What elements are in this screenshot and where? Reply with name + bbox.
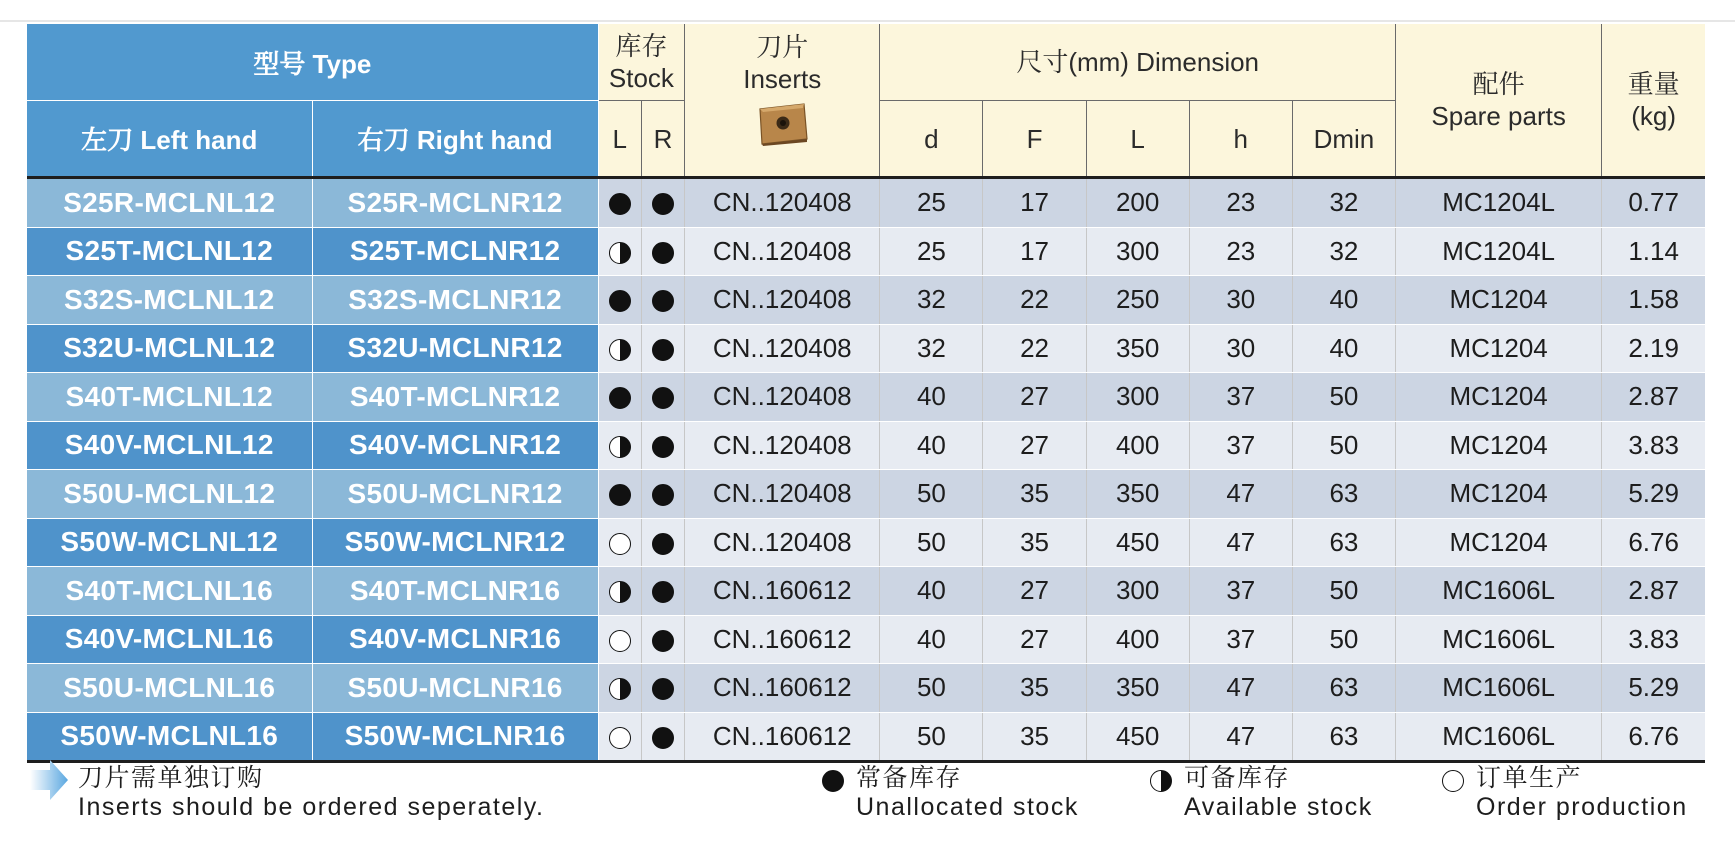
dim-d-cell: 40 [880, 567, 983, 616]
insert-code: CN..120408 [685, 518, 880, 567]
insert-note [78, 764, 544, 822]
dim-d-cell: 50 [880, 470, 983, 519]
stock-r-cell [641, 518, 684, 567]
dim-f-cell: 27 [983, 421, 1086, 470]
legend-unallocated [822, 764, 1079, 822]
insert-code: CN..120408 [685, 324, 880, 373]
weight-value: 3.83 [1602, 421, 1705, 470]
filled-circle-icon [652, 193, 674, 215]
dim-l-cell: 200 [1086, 178, 1189, 228]
dim-h-cell: 37 [1189, 373, 1292, 422]
spare-part: MC1204 [1396, 421, 1602, 470]
left-hand-model: S40T-MCLNL12 [27, 373, 312, 422]
dim-h-cell: 47 [1189, 518, 1292, 567]
dim-d-cell: 50 [880, 712, 983, 762]
insert-code: CN..120408 [685, 178, 880, 228]
table-row [27, 518, 1705, 567]
dim-dmin-cell: 50 [1292, 373, 1395, 422]
weight-value: 5.29 [1602, 664, 1705, 713]
dim-h-cell: 30 [1189, 276, 1292, 325]
filled-circle-icon [609, 484, 631, 506]
arrow-right-icon [30, 758, 70, 802]
spare-part: MC1606L [1396, 712, 1602, 762]
dim-l-cell: 400 [1086, 421, 1189, 470]
legend-unallocated-en: Unallocated stock [856, 793, 1079, 821]
half-filled-circle-icon [609, 242, 631, 264]
stock-l-cell [598, 567, 641, 616]
top-divider [0, 20, 1735, 22]
spare-part: MC1204L [1396, 227, 1602, 276]
table-row [27, 421, 1705, 470]
spare-part: MC1204L [1396, 178, 1602, 228]
filled-circle-icon [652, 581, 674, 603]
insert-code: CN..160612 [685, 567, 880, 616]
insert-code: CN..160612 [685, 615, 880, 664]
left-hand-header: 左刀 Left hand [27, 101, 312, 178]
dim-l-cell: 300 [1086, 567, 1189, 616]
half-filled-circle-icon [609, 581, 631, 603]
stock-l-header: L [598, 101, 641, 178]
weight-value: 0.77 [1602, 178, 1705, 228]
dim-dmin-cell: 50 [1292, 421, 1395, 470]
filled-circle-icon [652, 484, 674, 506]
dim-f-cell: 22 [983, 324, 1086, 373]
left-hand-model: S50U-MCLNL12 [27, 470, 312, 519]
spare-part: MC1204 [1396, 518, 1602, 567]
dim-f-header: F [983, 101, 1086, 178]
spare-part: MC1204 [1396, 276, 1602, 325]
dim-f-cell: 17 [983, 178, 1086, 228]
filled-circle-icon [652, 387, 674, 409]
left-hand-model: S50W-MCLNL16 [27, 712, 312, 762]
weight-value: 6.76 [1602, 712, 1705, 762]
stock-l-cell [598, 324, 641, 373]
right-hand-model: S32S-MCLNR12 [312, 276, 598, 325]
table-row [27, 470, 1705, 519]
weight-value: 3.83 [1602, 615, 1705, 664]
dim-dmin-cell: 50 [1292, 567, 1395, 616]
dim-l-cell: 300 [1086, 227, 1189, 276]
dim-f-cell: 35 [983, 712, 1086, 762]
dim-dmin-cell: 63 [1292, 470, 1395, 519]
dim-dmin-cell: 40 [1292, 276, 1395, 325]
dim-dmin-cell: 50 [1292, 615, 1395, 664]
spare-part: MC1606L [1396, 664, 1602, 713]
dim-l-cell: 450 [1086, 712, 1189, 762]
spare-parts-header [1396, 24, 1602, 178]
stock-r-cell [641, 567, 684, 616]
filled-circle-icon [609, 387, 631, 409]
type-header: 型号 Type [27, 24, 598, 101]
stock-header-cn: 库存 [615, 31, 668, 61]
stock-l-cell [598, 518, 641, 567]
dim-d-cell: 25 [880, 178, 983, 228]
stock-r-cell [641, 373, 684, 422]
dim-l-cell: 300 [1086, 373, 1189, 422]
dim-f-cell: 27 [983, 373, 1086, 422]
dim-l-cell: 400 [1086, 615, 1189, 664]
insert-code: CN..120408 [685, 421, 880, 470]
filled-circle-icon [822, 770, 844, 792]
weight-value: 1.58 [1602, 276, 1705, 325]
half-filled-circle-icon [609, 436, 631, 458]
legend-available [1150, 764, 1373, 822]
right-hand-model: S50W-MCLNR16 [312, 712, 598, 762]
insert-note-en: Inserts should be ordered seperately. [78, 793, 545, 821]
right-hand-model: S50W-MCLNR12 [312, 518, 598, 567]
dim-d-cell: 40 [880, 615, 983, 664]
weight-value: 5.29 [1602, 470, 1705, 519]
weight-value: 2.87 [1602, 567, 1705, 616]
weight-header-en: (kg) [1631, 101, 1677, 131]
right-hand-model: S40V-MCLNR12 [312, 421, 598, 470]
dim-l-cell: 350 [1086, 664, 1189, 713]
dim-l-cell: 450 [1086, 518, 1189, 567]
left-hand-model: S25T-MCLNL12 [27, 227, 312, 276]
stock-r-cell [641, 178, 684, 228]
left-hand-model: S32S-MCLNL12 [27, 276, 312, 325]
legend-unallocated-cn: 常备库存 [856, 764, 963, 792]
filled-circle-icon [652, 727, 674, 749]
legend-order-en: Order production [1476, 793, 1688, 821]
stock-r-cell [641, 615, 684, 664]
dim-dmin-cell: 32 [1292, 178, 1395, 228]
dim-d-cell: 32 [880, 276, 983, 325]
dim-l-cell: 250 [1086, 276, 1189, 325]
dim-h-cell: 23 [1189, 227, 1292, 276]
left-hand-model: S40V-MCLNL12 [27, 421, 312, 470]
left-hand-model: S32U-MCLNL12 [27, 324, 312, 373]
left-hand-model: S40T-MCLNL16 [27, 567, 312, 616]
dim-dmin-cell: 32 [1292, 227, 1395, 276]
empty-circle-icon [1442, 770, 1464, 792]
dim-f-cell: 35 [983, 470, 1086, 519]
inserts-header-en: Inserts [743, 64, 822, 94]
stock-header-en: Stock [608, 63, 674, 93]
left-hand-model: S25R-MCLNL12 [27, 178, 312, 228]
spare-part: MC1204 [1396, 324, 1602, 373]
dim-h-cell: 37 [1189, 567, 1292, 616]
filled-circle-icon [652, 436, 674, 458]
dim-f-cell: 35 [983, 664, 1086, 713]
dim-h-cell: 23 [1189, 178, 1292, 228]
legend-available-en: Available stock [1184, 793, 1373, 821]
spare-part: MC1606L [1396, 615, 1602, 664]
dim-f-cell: 22 [983, 276, 1086, 325]
dim-dmin-cell: 40 [1292, 324, 1395, 373]
dim-d-cell: 40 [880, 373, 983, 422]
right-hand-model: S25T-MCLNR12 [312, 227, 598, 276]
insert-note-cn: 刀片需单独订购 [78, 764, 264, 792]
left-hand-model: S50U-MCLNL16 [27, 664, 312, 713]
legend-order [1442, 764, 1688, 822]
left-hand-model: S40V-MCLNL16 [27, 615, 312, 664]
right-hand-model: S50U-MCLNR12 [312, 470, 598, 519]
half-filled-circle-icon [609, 339, 631, 361]
stock-r-cell [641, 276, 684, 325]
stock-l-cell [598, 421, 641, 470]
dim-d-header: d [880, 101, 983, 178]
dim-d-cell: 50 [880, 664, 983, 713]
right-hand-model: S40T-MCLNR12 [312, 373, 598, 422]
filled-circle-icon [652, 339, 674, 361]
weight-value: 2.19 [1602, 324, 1705, 373]
insert-code: CN..120408 [685, 227, 880, 276]
dim-l-header: L [1086, 101, 1189, 178]
spare-part: MC1204 [1396, 470, 1602, 519]
dim-h-cell: 30 [1189, 324, 1292, 373]
legend-available-cn: 可备库存 [1184, 764, 1291, 792]
stock-l-cell [598, 664, 641, 713]
weight-value: 1.14 [1602, 227, 1705, 276]
filled-circle-icon [652, 242, 674, 264]
table-body [27, 178, 1705, 762]
dim-h-cell: 37 [1189, 615, 1292, 664]
empty-circle-icon [609, 533, 631, 555]
spare-part: MC1204 [1396, 373, 1602, 422]
dim-d-cell: 40 [880, 421, 983, 470]
filled-circle-icon [652, 678, 674, 700]
insert-code: CN..160612 [685, 712, 880, 762]
right-hand-model: S50U-MCLNR16 [312, 664, 598, 713]
right-hand-header: 右刀 Right hand [312, 101, 598, 178]
tool-spec-table [27, 24, 1705, 763]
dim-h-cell: 47 [1189, 470, 1292, 519]
dim-f-cell: 17 [983, 227, 1086, 276]
filled-circle-icon [652, 290, 674, 312]
cnmg-insert-icon [754, 101, 810, 147]
right-hand-model: S25R-MCLNR12 [312, 178, 598, 228]
filled-circle-icon [609, 290, 631, 312]
right-hand-model: S32U-MCLNR12 [312, 324, 598, 373]
stock-r-cell [641, 227, 684, 276]
filled-circle-icon [652, 533, 674, 555]
stock-l-cell [598, 615, 641, 664]
dim-f-cell: 27 [983, 615, 1086, 664]
dim-h-cell: 47 [1189, 712, 1292, 762]
dimension-header: 尺寸(mm) Dimension [880, 24, 1396, 101]
table-row [27, 664, 1705, 713]
dim-h-cell: 37 [1189, 421, 1292, 470]
table-row [27, 227, 1705, 276]
left-hand-model: S50W-MCLNL12 [27, 518, 312, 567]
dim-d-cell: 32 [880, 324, 983, 373]
dim-f-cell: 27 [983, 567, 1086, 616]
stock-r-cell [641, 470, 684, 519]
stock-r-header: R [641, 101, 684, 178]
stock-header [598, 24, 685, 101]
spare-parts-header-cn: 配件 [1472, 69, 1525, 99]
table-row [27, 567, 1705, 616]
half-filled-circle-icon [1150, 770, 1172, 792]
dim-d-cell: 25 [880, 227, 983, 276]
dim-d-cell: 50 [880, 518, 983, 567]
spare-part: MC1606L [1396, 567, 1602, 616]
table-row [27, 276, 1705, 325]
table-row [27, 373, 1705, 422]
inserts-header [685, 24, 880, 178]
dim-h-header: h [1189, 101, 1292, 178]
stock-l-cell [598, 470, 641, 519]
filled-circle-icon [609, 193, 631, 215]
stock-l-cell [598, 712, 641, 762]
insert-code: CN..120408 [685, 373, 880, 422]
weight-value: 2.87 [1602, 373, 1705, 422]
right-hand-model: S40T-MCLNR16 [312, 567, 598, 616]
dim-dmin-header: Dmin [1292, 101, 1395, 178]
stock-l-cell [598, 276, 641, 325]
inserts-header-cn: 刀片 [756, 32, 809, 62]
dim-h-cell: 47 [1189, 664, 1292, 713]
stock-r-cell [641, 664, 684, 713]
legend-order-cn: 订单生产 [1476, 764, 1583, 792]
empty-circle-icon [609, 630, 631, 652]
dim-l-cell: 350 [1086, 324, 1189, 373]
table-row [27, 324, 1705, 373]
weight-header-cn: 重量 [1627, 69, 1680, 99]
dim-l-cell: 350 [1086, 470, 1189, 519]
table-row [27, 712, 1705, 762]
stock-r-cell [641, 324, 684, 373]
dim-dmin-cell: 63 [1292, 712, 1395, 762]
stock-l-cell [598, 373, 641, 422]
dim-dmin-cell: 63 [1292, 664, 1395, 713]
stock-r-cell [641, 712, 684, 762]
insert-code: CN..160612 [685, 664, 880, 713]
weight-header [1602, 24, 1705, 178]
dim-dmin-cell: 63 [1292, 518, 1395, 567]
table-row [27, 615, 1705, 664]
spare-parts-header-en: Spare parts [1431, 101, 1566, 131]
insert-code: CN..120408 [685, 470, 880, 519]
filled-circle-icon [652, 630, 674, 652]
right-hand-model: S40V-MCLNR16 [312, 615, 598, 664]
insert-code: CN..120408 [685, 276, 880, 325]
half-filled-circle-icon [609, 678, 631, 700]
stock-l-cell [598, 227, 641, 276]
stock-r-cell [641, 421, 684, 470]
empty-circle-icon [609, 727, 631, 749]
table-row [27, 178, 1705, 228]
dim-f-cell: 35 [983, 518, 1086, 567]
weight-value: 6.76 [1602, 518, 1705, 567]
stock-l-cell [598, 178, 641, 228]
